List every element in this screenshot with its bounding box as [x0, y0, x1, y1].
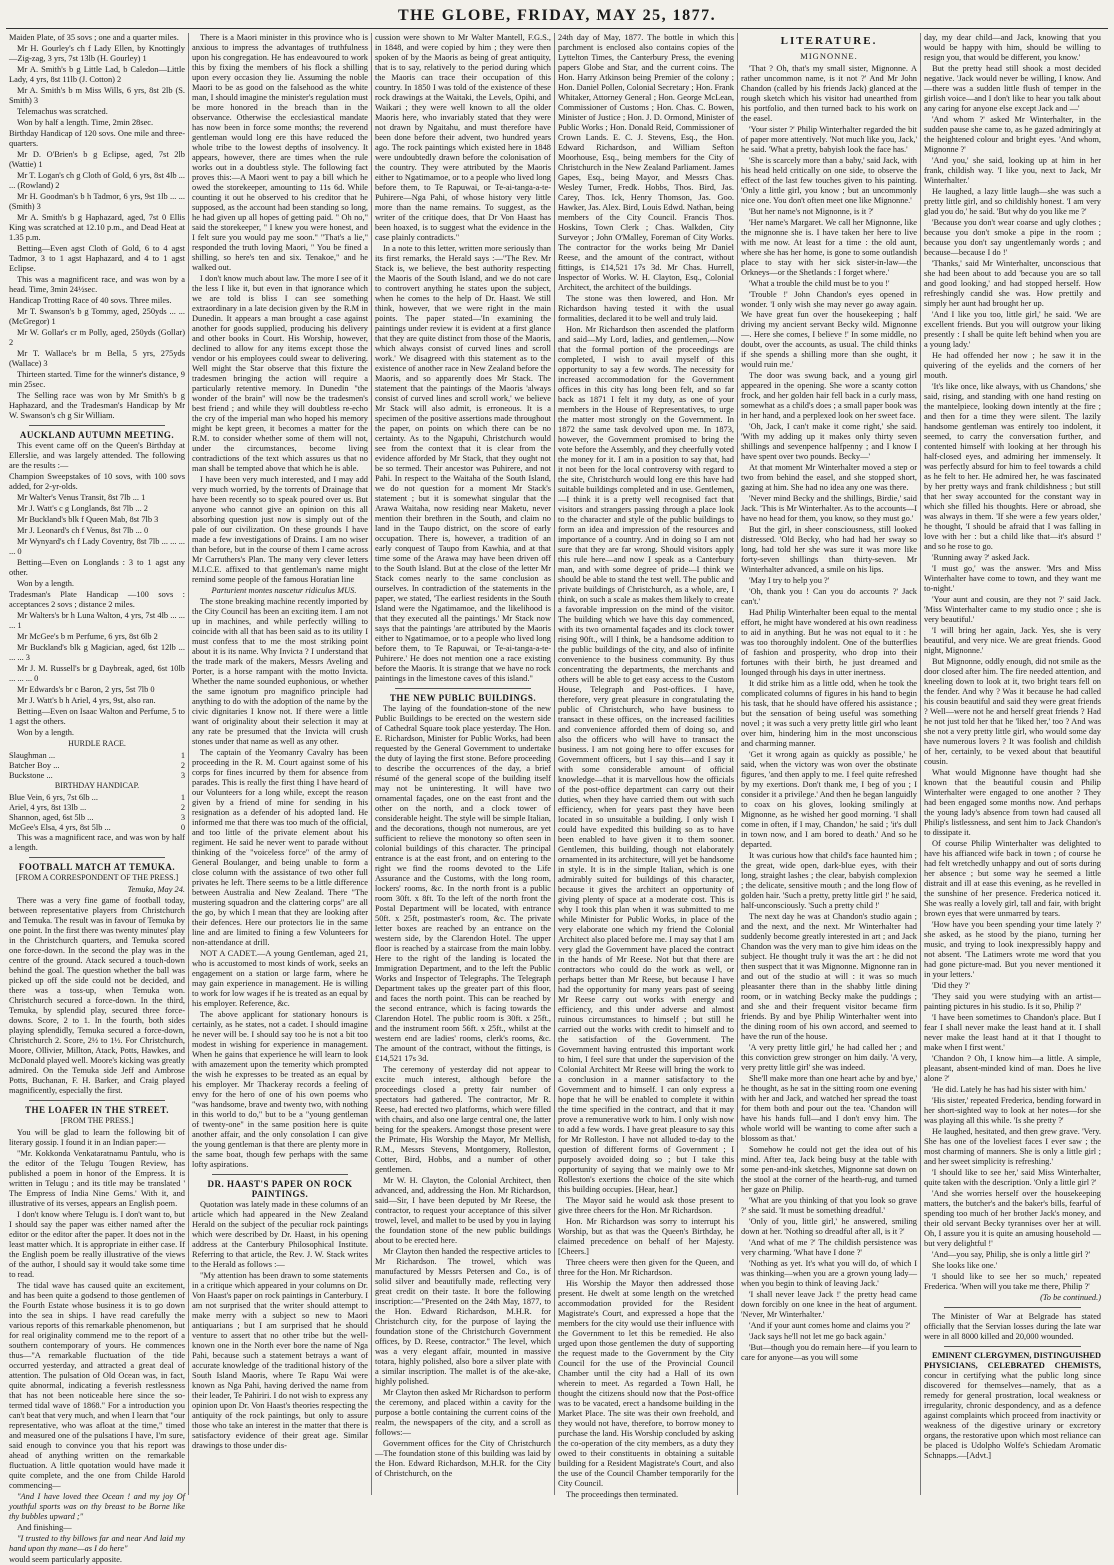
section-divider	[29, 1100, 165, 1101]
article-heading: FOOTBALL MATCH AT TEMUKA.	[18, 862, 176, 872]
story-paragraph: 'But—though you do remain here—if you learn to care for anyone—as you will some	[741, 1343, 917, 1362]
race-result: Mr Walter's Venus Transit, 8st 7lb ... 1	[17, 493, 146, 502]
article-source: [FROM THE PRESS.]	[60, 1116, 134, 1125]
story-paragraph: She looks like one.'	[932, 1261, 998, 1270]
section-divider	[29, 425, 165, 426]
race-heading: Maiden Plate, of 35 sovs ; one and a quarter miles.	[9, 33, 179, 42]
story-paragraph: 'And she worries herself over the housekeeping matters, the butcher's and the baker's bills, fearful of spending too much of her brother Jack's money, and their old servant Becky tyrannises over her at will. Oh, I assure you it is quite an amusing household —but very delightful !'	[924, 1189, 1101, 1248]
article-paragraph: The captain of the Yeomanry Cavalry has been proceeding in the R. M. Court against some of his corps for fines incurred by them for absence from parades. This is really the first thing I have heard of our Volunteers for a long while, except the reason given by a friend of mine for sending in his resignation as a defender of his adopted land. He informed me that there was too much of the official, and too little of the private element about his regiment. He said he never went to parade without thinking of the "voiceless force" of the army of General Boulanger, and being unable to form a close column with the assistance of two other full privates he left. There seems to be a little difference between Australia and New Zealand. There "The mustering squadron and the clattering corps" are all the go, by which I mean that they are looking after their defences. Here our protectors lie in the same line and are limited to fining a few Volunteers for non-attendance at drill.	[192, 748, 368, 947]
article-paragraph: And finishing—	[17, 1523, 72, 1532]
story-paragraph: 'Your aunt and cousin, are they not ?' said Jack. 'Miss Winterhalter came to my studio once ; she is very beautiful.'	[924, 595, 1101, 624]
story-paragraph: 'And I like you too, little girl,' he said. 'We are excellent friends. But you will outgrow your liking presently : I shall be quite left behind when you are a young lady.'	[924, 310, 1101, 349]
story-paragraph: 'I should like to see her,' said Miss Winterhalter, quite taken with the description. 'Only a little girl ?'	[924, 1168, 1101, 1187]
story-paragraph: He laughed, hesitated, and then grew grave. 'Very. She has one of the loveliest faces I ever saw ; the most charming of manners. She is only a little girl ; and her sweet simplicity is refreshing.'	[924, 1127, 1101, 1166]
article-paragraph: There was a very fine game of football today, between representative players from Christchurch and Temuka. The result was in favour of Temuka by one point. In the first there was twenty minutes' play in the Christchurch quarters, and Temuka scored one force-down. In the second the play was in the centre of the ground. Atack secured a touch-down behind the goal. The question whether the ball was picked up off the side could not be decided, and there was a toss-up, when Temuka won. Christchurch secured a force-down. In the third, Temuka, by splendid play, secured three force-downs. Score, 2 to 1. In the fourth, both sides playing splendidly, Temuka secured a force-down, Christchurch 2. Score, 2½ to 1½. For Christchurch, Moore, Ollivier, Millton, Atack, Potts, Hawkes, and McDonald played well. Moore's kicking was greatly admired. On the Temuka side Jeff and Ambrose Potts, Buchanan, F. H. Barker, and Craig played magnificently, especially the first.	[9, 896, 185, 1095]
column-1	[6, 33, 189, 1564]
article-paragraph: You will be glad to learn the following bit of literary gossip. I found it in an Indian paper:—	[9, 1128, 185, 1147]
race-result: Mr T. Wallace's br m Bella, 5 yrs, 275yds (Wallace) 3	[9, 349, 185, 368]
story-paragraph: 'Your sister ?' Philip Winterhalter regarded the bit of paper more attentively. 'Not much like you, Jack,' he said. 'What a pretty, babyish look the face has.'	[741, 125, 917, 154]
story-paragraph: 'What are you thinking of that you look so grave ?' she said. 'It must be something dreadful.'	[741, 1196, 917, 1215]
article-paragraph: The laying of the foundation-stone of the new Public Buildings to be erected on the western side of Cathedral Square took place yesterday. The Hon. E. Richardson, Minister for Public Works, had been requested by the General Government to undertake the duty of laying the first stone. Before proceeding to describe the occurrences of the day, a brief résumé of the general scope of the building itself may not be uninteresting. It will have two ornamental façades, one on the east front and the other on the north, and a clock tower of considerable height. The style will be simple Italian, and the decorations, though not numerous, are yet sufficient to relieve the monotony so often seen in colonial buildings of this character. The principal entrance is at the east front, and on entering to the right we find the rooms devoted to the Life Assurance and the Customs, with the long room, lockers' rooms, &c. In the north front is a public room 30ft. x 8ft. To the left of the north front the Postal Department will be located, with entrance 50ft. x 25ft, postmaster's room, &c. The private letter boxes are reached by an entrance on the western side, by the Clarendon Hotel. The upper floor is reached by a staircase from the main lobby. Here to the right of the landing is located the Immigration Department, and to the left the Public Works and Inspector of Telegraphs. The Telegraph Department takes up the greater part of this floor, and faces the north point. This can be reached by the second entrance, which is facing towards the Clarendon Hotel. The public room is 30ft. x 25ft., and the instrument room 56ft. x 25ft., whilst at the western end are ladies' rooms, clerk's rooms, &c. The amount of the contract, without the fittings, is £14,521 17s 3d.	[375, 704, 551, 1063]
newspaper-page	[6, 33, 1108, 1564]
race-result: Mr J. Watt's c g Longlands, 8st 7lb ... 2	[17, 504, 148, 513]
story-paragraph: 'And—you say, Philip, she is only a little girl ?'	[932, 1250, 1091, 1259]
article-paragraph: Quotation was lately made in these columns of an article which had appeared in the New Zealand Herald on the subject of the peculiar rock paintings which were described by Dr. Haast, in his opening address at the Canterbury Philosophical Institute. Referring to that article, the Rev. J. W. Stack writes to the Herald as follows :—	[192, 1200, 368, 1269]
result-row: McGee's Elsa, 4 yrs, 8st 5lb ... 0	[9, 823, 185, 832]
story-paragraph: 'Nothing as yet. It's what you will do, of which I was thinking—when you are a grown young lady—when you begin to think of leaving Jack.'	[741, 1259, 917, 1288]
story-paragraph: But the girl, in sheer consciousness, still looked distressed. 'Old Becky, who had had her sway so long, had told her she was sure it was more like forty-seven shillings than thirty-seven. Mr Winterhalter advanced, a smile on his lips.	[741, 525, 917, 574]
section-divider	[395, 688, 531, 689]
race-result: Mr W. Gollar's cr m Polly, aged, 250yds (Gollar) 2	[9, 328, 185, 347]
race-note: This was a magnificent race, and was won by half a length.	[9, 833, 185, 852]
race-result: Mr A. Smith's b g Haphazard, aged, 7st 0 Ellis King was scratched at 12.10 p.m., and Dead Heat at 1.35 p.m.	[9, 213, 185, 242]
verse-quote: "I trusted to thy billows far and near And laid my hand upon thy mane—as I do here"	[9, 1534, 185, 1553]
section-divider	[944, 1307, 1081, 1308]
result-row: Buckstone ... 3	[9, 771, 185, 780]
race-result: Mr J. Leonard's ch f Venus, 8st 7lb ... 0	[17, 526, 149, 535]
column-6	[921, 33, 1104, 1495]
race-note: Betting—Even agst Cloth of Gold, 6 to 4 agst Tadmor, 3 to 1 agst Haphazard, and 4 to 1 agst Eclipse.	[9, 244, 185, 273]
story-paragraph: day, my dear child—and Jack, knowing that you would be happy with him, should be willing to resign you, that would be different, you know.'	[924, 33, 1101, 62]
advertisement-quote: NOT A CADET.—A young Gentleman, aged 21, who is accustomed to most kinds of work, seeks an engagement on a station or large farm, where he may gain experience in management. He is willing to work for low wages if he is treated as an equal by his employer. Reference, &c.	[192, 949, 368, 1008]
race-note: Betting—Even on Longlands : 3 to 1 agst any other.	[9, 558, 185, 577]
story-paragraph: The next day he was at Chandon's studio again ; and the next, and the next. Mr Winterhalter had suddenly become greatly interested in art ; and Jack Chandon was the very man to give him ideas on the subject. He thought truly it was the art : he did not then suspect that it was Mignonne. Mignonne ran in and out of the studio at will : it was so much pleasanter there than in the shabby little dining room, or in watching Becky make the puddings ; and she and their frequent visitor became firm friends. By and bye Philip Winterhalter went into the dining room of his own accord, and seemed to have the run of the house.	[741, 912, 917, 1041]
story-paragraph: 'Running away ?' asked Jack.	[932, 553, 1030, 562]
race-heading: Tradesman's Plate Handicap —100 sovs : acceptances 2 sovs ; distance 2 miles.	[9, 590, 185, 609]
article-paragraph: The proceedings then terminated.	[566, 1490, 679, 1499]
story-title: MIGNONNE.	[800, 51, 858, 61]
race-result: Mr T. Swanson's b g Tommy, aged, 250yds ... ... (McGregor) 1	[9, 307, 185, 326]
section-heading-literature: LITERATURE.	[780, 35, 878, 47]
race-subheading: HURDLE RACE.	[68, 739, 126, 748]
column-3	[372, 33, 555, 1495]
article-heading: THE NEW PUBLIC BUILDINGS.	[389, 693, 537, 703]
story-paragraph: 'Only of you, little girl,' he answered, smiling down at her. 'Nothing so dreadful after all, is it ?'	[741, 1217, 917, 1236]
race-result: Mr Buckland's blk g Magician, aged, 6st 12lb ... ... ... 3	[9, 643, 185, 662]
race-result: Mr A. Smith's b m Miss Wills, 6 yrs, 8st 2lb (S. Smith) 3	[9, 86, 185, 105]
story-paragraph: Had Philip Winterhalter been equal to the mental effort, he might have wondered at his own readiness to aid in anything. But he was not equal to it : he was too thoroughly indolent. One of the butterflies of fashion and prosperity, who drop into their fortunes with their birth, he just dreamed and lounged through his days in utter inertness.	[741, 608, 917, 677]
story-paragraph: 'And whom ?' asked Mr Winterhalter, in the sudden pause she came to, as he gazed admiringly at the heightened colour and bright eyes. 'And whom, Mignonne ?'	[924, 115, 1101, 154]
story-paragraph: 'They said you were studying with an artist—painting pictures in his studio. Is it so, Philip ?'	[924, 992, 1101, 1011]
race-result: Mr A. Smith's b g Little Lad, b Caledon—Little Lady, 4 yrs, 8st 11lb (J. Cotton) 2	[9, 65, 185, 84]
story-paragraph: The door was swung back, and a young girl appeared in the opening. She wore a scanty cotton frock, and her golden hair fell back in a curly mass, somewhat as a child's does ; a small paper book was in her hand, and a perplexed look on her sweet face.	[741, 371, 917, 420]
story-paragraph: He had offended her now ; he saw it in the quivering of the eyelids and the corners of her mouth.	[924, 351, 1101, 380]
section-divider	[29, 857, 165, 858]
race-note: Won by half a length. Time, 2min 28sec.	[17, 118, 154, 127]
masthead	[0, 0, 1114, 26]
story-paragraph: 'I must go,' was the answer. 'Mrs and Miss Winterhalter have come to town, and they want me to-night.'	[924, 564, 1101, 593]
advertisement-body: concur in certifying what the public long since discovered for themselves—namely, that as a remedy for general prostration, local weakness or irregularity, chronic despondency, and as a defence against complaints which proceed from inactivity or weakness of the digestive urinary or excretory organs, the restorative upon which most reliance can be placed is Udolpho Wolfe's Schiedam Aromatic Schnapps.—[Advt.]	[924, 1371, 1101, 1460]
verse-quote: "And I have loved thee Ocean ! and my joy Of youthful sports was on thy breast to be Borne like thy bubbles upward ;"	[9, 1492, 185, 1521]
article-paragraph: "Mr. Kokkonda Venkataratnamu Pantulu, who is the editor of the Telugu Tougen Review, has published a poem in honor of the Empress. It is written in Telugu ; and its title may be translated ' The Empress of India Nine Gems.' With it, and illustrative of its verses, appears an English poem.	[9, 1149, 185, 1208]
article-paragraph: The above applicant for stationary honours is certainly, as he states, not a cadet. I should imagine he never will be. I should say too he is not a bit too modest in wishing for experience in management. When he gains that experience he will learn to look with amazement upon the temerity which prompted the wish he expresses to be treated as an equal by his employer. Mr Thackeray records a feeling of envy for the hero of one of his own poems who "was handsome, brave and twenty two, with nothing in this world to do," but to be a "young gentleman of twenty-one" in the same position here is quite another affair, and the only consolation I can give the young gentleman is that there are plenty more in the same boat, though few perhaps with the same lofty aspirations.	[192, 1010, 368, 1169]
race-note: The Selling race was won by Mr Smith's b g Haphazard, and the Tradesman's Handicap by Mr W. Swanson's ch g Sir William.	[9, 391, 185, 420]
race-result: Mr Edwards's br c Baron, 2 yrs, 5st 7lb 0	[17, 685, 155, 694]
race-subheading: BIRTHDAY HANDICAP.	[54, 781, 140, 790]
story-paragraph: 'And if your aunt comes home and claims you ?'	[749, 1321, 911, 1330]
story-paragraph: At that moment Mr Winterhalter moved a step or two from behind the easel, and she stopped short, gazing at him. She had no idea any one was there.	[741, 463, 917, 492]
article-paragraph: The stone breaking machine recently imported by the City Council has been an exciting item. I am not up in machines, and while perfectly willing to coincide with all that has been said as to its utility I must confess that to me the most striking point about it is its name. Why Invicta ? I understand that the trade mark of the makers, Messrs Aveling and Porter, is a horse rampant with the motto Invicta. Whether the name sounded euphonious, or whether the same ignotum pro magnifico principle had anything to do with the adoption of the name by the civic dignitaries I know not. If there were a little want of originality about their selection it may at any rate be presumed that the Invicta will crush stones under that name as well as any other.	[192, 597, 368, 746]
article-paragraph: The stone was then lowered, and Hon. Mr Richardson having tested it with the usual formalities, declared it to be well and truly laid.	[558, 294, 734, 323]
story-paragraph: 'I will bring her again, Jack. Yes, she is very beautiful, and very nice. We are great friends. Good night, Mignonne.'	[924, 626, 1101, 655]
race-result: Mr J. Watt's b h Ariel, 4 yrs, 9st, also ran.	[17, 696, 156, 705]
story-paragraph: It was curious how that child's face haunted him ; the great, wide open, dark-blue eyes, with their long, straight lashes ; the clear, babyish complexion ; the delicate, sensitive mouth ; and the long flow of golden hair. 'Such a pretty, pretty little girl !' he said, half-unconsciously. 'Such a pretty child !'	[741, 851, 917, 910]
article-heading: DR. HAAST'S PAPER ON ROCK PAINTINGS.	[207, 1179, 353, 1199]
story-paragraph: 'I should like to see her so much,' repeated Frederica. 'When will you take me there, Philip ?'	[924, 1272, 1101, 1291]
race-result: Mr D. O'Brien's b g Eclipse, aged, 7st 2lb (Wattie) 1	[9, 150, 185, 169]
masthead-rule	[6, 28, 1108, 29]
story-paragraph: 'Her name's Margaret. We call her Mignonne, like the mignonne she is. I have taken her here to live with me now. At least for a time : the old aunt, where she has her home, is gone to some outlandish place to stay with her sick sister-in-law—the Orkneys—or the Shetlands : I forget where.'	[741, 218, 917, 277]
result-row: Slaughman ... 1	[9, 751, 185, 760]
story-paragraph: Of course Philip Winterhalter was delighted to have his affianced wife back in town ; of course he had felt wretchedly unhappy and out of sorts during her absence ; but some way he seemed a little distrait and ill at ease this evening, as he revelled in the sunshine of her presence. Frederica noticed it. She was really a lovely girl, tall and fair, with bright brown eyes that were unmarred by tears.	[924, 839, 1101, 918]
result-row: Blue Vein, 6 yrs, 7st 6lb ... 1	[9, 793, 185, 802]
advertisement	[924, 1351, 1101, 1461]
article-paragraph: Mr W. H. Clayton, the Colonial Architect, then advanced, and, addressing the Hon. Mr Richardson, said—Sir, I have been deputed by Mr Reese, the contractor, to request your acceptance of this silver trowel, level, and mallet to be used by you in laying the foundation stone of the new public buildings about to be erected here.	[375, 1176, 551, 1245]
story-paragraph: 'I shall never leave Jack !' the pretty head came down forcibly on one knee in the heat of argument. 'Never, Mr Winterhalter.'	[741, 1290, 917, 1319]
story-paragraph: 'Oh, Jack, I can't make it come right,' she said. 'With my adding up it makes only thirty seven shillings and sevenpence halfpenny ; and I know I have spent over two pounds. Becky—'	[741, 422, 917, 461]
to-be-continued: (To be continued.)	[1040, 1293, 1101, 1302]
column-4	[555, 33, 738, 1499]
story-paragraph: 'Did they ?'	[932, 981, 970, 990]
article-paragraph: This event came off on the Queen's Birthday at Ellerslie, and was largely attended. The following are the results :—	[9, 441, 185, 470]
article-paragraph: In a note to this letter, written more seriously than its first remarks, the Herald says :—"The Rev. Mr Stack is, we believe, the best authority respecting the Maoris of the South Island, and we do not care to controvert anything he states upon the subject, when he comes to the help of Dr. Haast. We still think, however, that we were right in the main points. The paper stated—'In examining the paintings under review it is evident at a first glance that they are quite distinct from those of the Maoris, which always consist of curved lines and scroll work.' We disagreed with this statement as to the existence of another race in New Zealand before the Maoris, and so apparently does Mr Stack. The statement that the paintings of the Maoris 'always consist of curved lines and scroll work,' we believe Mr Stack will also admit, is erroneous. It is a specimen of the positive assertions made throughout the paper, on points on which there can be no certainty. As to the Ngapuhi, Christchurch would see from the context that it is clear from the evidence afforded by Mr Stack, that they ought not be so termed. Their ancestor was Puhirere, and not Pahi. In respect to the Waitaha of the South Island, we do not question for a moment Mr Stack's statement ; but it is somewhat singular that the Arawa Waitaha, now residing near Maketu, never mention their brethren in the South, and claim no land in the Taupo district, on the score of early occupation. There is, however, a tradition of an early conquest of Taupo from Kawhia, and at that time some of the Arawa may have been driven off to the South Island. But at the close of the letter Mr Stack comes nearly to the same conclusion as ourselves. In contradiction of the statements in the paper, we stated, 'The earliest residents in the South Island were the Ngatimamoe, and the likelihood is that they executed all the paintings.' Mr Stack now says that the paintings 'are attributed by the Maoris either to Ngatimamoe, or to a people who lived long before them, to Te Rapuwai, or Te-ai-tanga-a-te-Puhirere.' He does not mention one a race existing before the Maoris. It is strange that we have no rock paintings in the limestone caves of this island."	[375, 244, 551, 683]
story-paragraph: 'His sister,' repeated Frederica, bending forward in her short-sighted way to look at her notes—for she was playing all this while. 'Is she pretty ?'	[924, 1096, 1101, 1125]
story-paragraph: 'But her name's not Mignonne, is it ?'	[749, 207, 874, 216]
race-note: Won by a length.	[17, 579, 75, 588]
story-paragraph: It did strike him as a little odd, when he took the complicated columns of figures in his hand to begin his task, that he should have offered his assistance ; but the sensation of being useful was something novel ; it was such a very pretty little girl who leant over him, hindering him in the most unconscious and charming manner.	[741, 679, 917, 748]
article-paragraph: Mr Clayton then handed the respective articles to Mr Richardson. The trowel, which was manufactured by Messrs Petersen and Co., is of solid silver and beautifully made, reflecting very great credit on their taste. It bore the following inscription:—"Presented on the 24th May, 1877, to the Hon. Edward Richardson, M.H.R. for Christchurch city, for the purpose of laying the foundation stone of the Christchurch Government offices, by D. Reese, contractor." The level, which was a very elegant affair, mounted in massive totara, highly polished, also bore a silver plate with a similar inscription. The mallet is of the ake-ake, highly polished.	[375, 1247, 551, 1386]
article-paragraph: Mr Clayton then asked Mr Richardson to perform the ceremony, and placed within a cavity for the purpose a bottle containing the current coins of the realm, the newspapers of the city, and a scroll as follows:—	[375, 1388, 551, 1437]
article-paragraph: Hon. Mr Richardson then ascended the platform and said—My Lord, ladies, and gentlemen,—Now that the formal portion of the proceedings are completed, I wish to avail myself of this opportunity to say a few words. The necessity for increased accommodation for the Government offices in this city has long been felt, and so far back as 1871 I felt it my duty, as one of your members in the House of Representatives, to urge the matter most strongly on the Government. In 1872 the same task devolved upon me. In 1873, however, the Government promised to bring the vote before the Assembly, and they cheerfully voted the money for it. I am in a position to say that, had it not been for the local controversy with regard to the site, Christchurch would long ere this have had suitable buildings completed and in use. Gentlemen,—I think it is a pretty well recognised fact that visitors and strangers passing through a place look to the character and style of the public buildings to form an idea and impression of the resources and importance of a country. And in doing so I am not sure that they are far wrong. Should visitors apply this rule here—and now I speak as a Canterbury man, and with some degree of pride—I think we should be able to stand the test well. The public and private buildings of Christchurch, as a whole, are, I think, on such a scale as makes them likely to create a favorable impression on the mind of the visitor. The building which we have this day commenced, with its two ornamental façades and its clock tower rising 90ft., will I think, be a handsome addition to the public buildings of the city, and also of infinite convenience to the business community. By thus concentrating the departments, the merchants and others will be able to get easy access to the Custom House, Telegraph and Post-offices. I have, therefore, very great pleasure in congratulating the public of Christchurch, who have business to transact in these offices, on the increased facilities and convenience afforded them of doing so, and also the officers who will have to transact the business. I am not going here to offer excuses for Government officers, but I say this—and I say it with some considerable amount of official knowledge—that it is marvellous how the officials of the post-office department can carry out their duties, when they have carried them out with such efficiency, when for years past they have been located in so unsuitable a building. I only wish I could have expedited this building so as to have been enabled to have given it to them sooner. Gentlemen, this building, though not elaborately ornamented in its architecture, will yet be handsome in style. It is in the simple Italian, which is one admirably suited for buildings of this character, because it gives the architect an opportunity of giving plenty of space at a moderate cost. This is why I took this plan when it was submitted to me while Minister for Public Works, in place of the very elaborate one which my friend the Colonial Architect also placed before me. I may say that I am very glad the Government have placed the contract in the hands of Mr Reese. Not but that there are contractors who could do the work as well, or perhaps better than Mr Reese, but because I have had the opportunity for many years past of seeing Mr Reese carry out works with energy and efficiency, and this under adverse and almost ruinous circumstances to himself ; but still he carried out the works with credit to himself and to the satisfaction of the Government. The Government having entrusted this important work to him, I feel sure that under the supervision of the Colonial Architect Mr Reese will bring the work to a conclusion in a manner satisfactory to the Government and to himself. I can only express a hope that he will be enabled to complete it within the time specified in the contract, and that it may prove a remunerative work to him. I only wish now to add a few words. I have great pleasure to say this for Mr Rolleston. I have not alluded to-day to the question of different forms of Government ; I purposely avoided doing so ; but I take this opportunity of saying that we mainly owe to Mr Rolleston's exertions the choice of the site which this building occupies. [Hear, hear.]	[558, 325, 734, 1194]
story-paragraph: 'She is scarcely more than a baby,' said Jack, with his head held critically on one side, to observe the effect of the last few touches given to his painting. 'Only a little girl, you know ; but an uncommonly nice one. You don't often meet one like Mignonne.'	[741, 156, 917, 205]
result-row: Shannon, aged, 6st 5lb ... 3	[9, 813, 185, 822]
story-paragraph: 'And what of me ?' The childish persistence was very charming. 'What have I done ?'	[741, 1238, 917, 1257]
race-result: Mr T. Logan's ch g Cloth of Gold, 6 yrs, 8st 4lb ... ... (Rowland) 2	[9, 171, 185, 190]
story-paragraph: 'How have you been spending your time lately ?' she asked, as he stood by the piano, turning her music, and trying to look inexpressibly happy and not absent. 'The Latimers wrote me word that you had gone picture-mad. But you never mentioned it in your letters.'	[924, 920, 1101, 979]
advertisement-heading: EMINENT CLERGYMEN, DISTINGUISHED PHYSICIANS, CELEBRATED CHEMISTS,	[924, 1351, 1102, 1370]
story-paragraph: 'And you,' she said, looking up at him in her frank, childish way. 'I like you, next to Jack, Mr Winterhalter.'	[924, 156, 1101, 185]
story-paragraph: 'Because you don't wear coarse and ugly clothes ; because you don't smoke a pipe in the room ; because you don't say ungentlemanly words ; and because—because I do !'	[924, 218, 1101, 257]
story-paragraph: 'That ? Oh, that's my small sister, Mignonne. A rather uncommon name, is it not ?' And Mr John Chandon (called by his friends Jack) glanced at the rough sketch which his visitor had unearthed from his portfolio, and then turned back to his work on the easel.	[741, 64, 917, 123]
story-paragraph: 'Thanks,' said Mr Winterhalter, unconscious that she had been about to add 'because you are so tall and good looking,' and had stopped herself. How refreshingly candid she was. How prettily and simply her aunt had brought her up.	[924, 259, 1101, 308]
race-heading: Handicap Trotting Race of 40 sovs. Three miles.	[9, 296, 172, 305]
story-paragraph: She'll make more than one heart ache by and bye,' he thought, as he sat in the sitting room one evening with her and Jack, and watched her spread the toast for them both and pour out the tea. 'Chandon will have his hands full—and I don't envy him. The whole world will be wanting to come after such a blossom as that.'	[741, 1074, 917, 1143]
result-row: Batcher Boy ... 2	[9, 761, 185, 770]
article-paragraph: The tidal wave has caused quite an excitement, and has been quite a godsend to those gentlemen of the Fourth Estate whose business it is to go down into the sea in ships. I have read carefully the various reports of this remarkable phenomenon, but for real originality commend me to the report of a southern contemporary of yours. He commences thus—"A remarkable fluctuation of the tide occurred yesterday, and attracted a great deal of attention. The pulsation of Old Ocean was, in fact, quite abnormal, indicating a feverish restlessness that has not been noticeable here since the so-termed tidal wave of 1868." For a introduction you can't beat that very much, and when I learn that "our representative, who was afloat at the time," timed and measured one of the pulsations I have, I'm sure, said enough to convince you that his report was ahead of anything written on the remarkable fluctuation. A little quotation would have made it quite complete, and the one from Childe Harold commencing—	[9, 1281, 185, 1490]
article-heading: THE LOAFER IN THE STREET.	[25, 1105, 169, 1115]
race-result: Mr H. Gourley's ch f Lady Ellen, by Knottingly—Zig-zag, 3 yrs, 7st 13lb (H. Gourley) 1	[9, 44, 185, 63]
story-paragraph: 'Trouble !' John Chandon's eyes opened in wonder. 'I only wish she may never go away again. We have great fun over the housekeeping ; half driving my ancient servant Becky wild. Mignonne—. Here she comes, I believe !' In some middle, no doubt, over the accounts, as usual. The child thinks if she spends a shilling more than she ought, it would ruin me.'	[741, 290, 917, 369]
article-paragraph: The Mayor said he would ask those present to give three cheers for the Hon. Mr Richardson.	[558, 1196, 734, 1215]
article-paragraph: would seem particularly apposite.	[9, 1555, 123, 1564]
story-paragraph: 'Oh, thank you ! Can you do accounts ?' Jack can't.'	[741, 587, 917, 606]
story-paragraph: But Mignonne, oddly enough, did not smile as the door closed after him. The fire needed attention, and kneeling down to look at it, two bright tears fell on the fender. And why ? Was it because he had called his cousin beautiful and said they were great friends ? Well—were not he and herself great friends ? Had he not just told her that he 'liked her,' too ? And was she not a very pretty little girl, who would some day have numerous lovers ? It was foolish and childish of her, certainly, to be vexed about that beautiful cousin.	[924, 657, 1101, 766]
news-brief: The Minister of War at Belgrade has stated officially that the Servian losses during the late war were in all 8000 killed and 20,000 wounded.	[924, 1312, 1101, 1341]
article-paragraph: Government offices for the City of Christchurch—The foundation stone of this building was laid by the Hon. Edward Richardson, M.H.R. for the City of Christchurch, on the	[375, 1439, 551, 1478]
section-divider	[944, 1346, 1081, 1347]
newspaper-title: THE GLOBE, FRIDAY, MAY 25, 1877.	[397, 7, 717, 24]
article-paragraph: 24th day of May, 1877. The bottle in which this parchment is enclosed also contains copies of the Lyttelton Times, the Canterbury Press, the evening papers Globe and Star, and the current coins. The Hon. Harry Atkinson being Premier of the colony ; Hon. Daniel Pollen, Colonial Secretary ; Hon. Frank Whitaker, Attorney General ; Hon. George McLean, Commissioner of Customs ; Hon. Chas. C. Bowen, Minister of Justice ; Hon. J. D. Ormond, Minister of Public Works ; Hon. Donald Reid, Commissioner of Crown Lands. E. C. J. Stevens, Esq., the Hon. Edward Richardson, and William Sefton Moorhouse, Esq., being members for the City of Christchurch in the New Zealand Parliament. James Gapes, Esq., being Mayor, and Messrs Chas. Wesley Turner, Fredk. Hobbs, Thos. Bird, Jas. Carey, Thos. Ick, Henry Thomson, Jas. Goo. Hawker, Jas. Alex. Bird, Louis Edwd. Nathan, being members of the City Council. Francis Thos. Hoskins, Town Clerk ; Chas. Walkden, City Surveyor ; John O'Malley, Foreman of City Works. The contractor for the works being Mr Daniel Reese, and the amount of the contract, without fittings, is £14,521 17s 3d. Mr Chas. Hurrell, Inspector of Works. W. H. Clayton, Esq., Colonial Architect, the architect of the buildings.	[558, 33, 734, 292]
race-result: Mr Walters's br h Luna Walton, 4 yrs, 7st 4lb ... ... ... 1	[9, 611, 185, 630]
race-result: Mr McGee's b m Perfume, 6 yrs, 8st 6lb 2	[17, 632, 158, 641]
result-row: Ariel, 4 yrs, 8st 13lb ... 2	[9, 803, 185, 812]
story-paragraph: 'Chandon ? Oh, I know him—a little. A simple, pleasant, absent-minded kind of man. Does he live alone ?'	[924, 1054, 1101, 1083]
article-paragraph: Three cheers were then given for the Queen, and three for the Hon. Mr Richardson.	[558, 1258, 734, 1277]
latin-quote: Parturient montes nascetur ridiculus MUS.	[211, 586, 357, 595]
article-paragraph: I have been very much interested, and I may add very much worried, by the torrents of Drainage that have been recently so to speak poured over us. But anyone who cannot give an opinion on this all absorbing question just now is simply out of the pale of our civilization. On these grounds I have made a few investigations of Drains. I am no wiser than before, but in the course of them I came across Mr Carruthers's Plan. The many very clever letters M.I.C.E. affixed to that gentleman's name might remind some people of the famous Horatian line	[192, 475, 368, 584]
race-result: Mr Wynyard's ch f Lady Coventry, 8st 7lb ... ... ... ... 0	[9, 537, 185, 556]
article-paragraph: cussion were shown to Mr Walter Mantell, F.G.S., in 1848, and were copied by him ; they were then spoken of by the Maoris as being of great antiquity, that is to say, relatively to the period during which the Maoris can trace their occupation of this country. In 1850 I was told of the existence of these rock drawings at the Waitaki, the Levels, Opihi, and Waikari ; they were well known to all the older Maoris here, who invariably stated that they were not drawn by Ngaitahu, and must therefore have been done before their advent, two hundred years ago. The rock paintings which existed here in 1848 were undoubtedly drawn before the colonisation of the country. They were attributed by the Maoris either to Ngatimamoe, or to a people who lived long before them, to Te Rapuwai, or Te-ai-tanga-a-te-Puhirere—Nga Pahi, of whose history very little more than the name remains. To suggest, as the writer of the critique does, that Dr Von Haast has been hoaxed, is to suggest what the evidence in the case plainly contradicts."	[375, 33, 551, 242]
story-paragraph: But the pretty head still shook a most decided negative. 'Jack would never be willing, I know. And—there was a sudden little flush of temper in the girlish voice—and I don't like to hear you talk about any caring for anyone else except Jack and —'	[924, 64, 1101, 113]
story-paragraph: What would Mignonne have thought had she known that the beautiful cousin and Philip Winterhalter were engaged to one another ? They had been engaged some months now. And perhaps the young lady's absence from town had caused all Philip's listlessness, and sent him to Jack Chandon's to dissipate it.	[924, 768, 1101, 837]
article-heading: AUCKLAND AUTUMN MEETING.	[19, 430, 175, 440]
section-divider	[212, 1174, 348, 1175]
story-paragraph: 'A very pretty little girl,' he had called her ; and this conviction grew stronger on him daily. 'A very, very pretty little girl' she was indeed.	[741, 1043, 917, 1072]
article-paragraph: "My attention has been drawn to some statements in a critique which appeared in your columns on Dr. Von Haast's paper on rock paintings in Canterbury. I am not surprised that the writer should attempt to make merry with a subject so new to Maori antiquarians ; but I am surprised that he should venture to assert that no other tribe but the well-known one in the North ever bore the name of Nga Pahi, because such a statement betrays a want of accurate knowledge of the traditional history of the South Island Maoris, where Te Rapu Wai were known as Nga Pahi, having derived the name from their leader, Te Pahiriri. I do not wish to express any opinion upon Dr. Von Haast's theories respecting the antiquity of the rock paintings, but only to assure those who take an interest in the matter that there is satisfactory evidence of their great age. Similar drawings to those under dis-	[192, 1271, 368, 1450]
race-note: Telemachus was scratched.	[17, 107, 108, 116]
story-paragraph: 'Never mind Becky and the shillings, Birdie,' said Jack. 'This is Mr Winterhalter. As to the accounts—I have no head for them, you know, so they must go.'	[741, 494, 917, 523]
dateline: Temuka, May 24.	[127, 885, 185, 894]
heading-rule	[804, 48, 854, 49]
article-paragraph: I don't know where Telugu is. I don't want to, but I should say the paper was either named after the editor or the editor after the paper. It does not in the least matter which. It is appropriate in either case. If the English poem be really illustrative of the views of the author, I should say it would take some time to read.	[9, 1210, 185, 1279]
story-paragraph: Somehow he could not get the idea out of his mind. After tea, Jack being busy at the table with some pen-and-ink sketches, Mignonne sat down on the stool at the corner of the hearth-rug, and turned her gaze on Philip.	[741, 1145, 917, 1194]
story-paragraph: He laughed, a lazy little laugh—she was such a pretty little girl, and so childishly honest. 'I am very glad you do,' he said. 'But why do you like me ?'	[924, 187, 1101, 216]
story-paragraph: 'He did. Lately he has had his sister with him.'	[932, 1085, 1087, 1094]
race-note: This was a magnificent race, and was won by a head. Time, 3min 24½sec.	[9, 275, 185, 294]
race-result: Mr J. M. Russell's br g Daybreak, aged, 6st 10lb ... ... ... 0	[9, 664, 185, 683]
race-result: Mr H. Goodman's b h Tadmor, 6 yrs, 9st 1lb ... ... (Smith) 3	[9, 192, 185, 211]
race-note: Thirteen started. Time for the winner's distance, 9 min 25sec.	[9, 370, 185, 389]
race-note: Won by a length.	[17, 728, 75, 737]
story-paragraph: 'What a trouble the child must be to you !'	[749, 279, 890, 288]
article-paragraph: There is a Maori minister in this province who is anxious to impress the advantages of truthfulness upon his congregation. He has endeavoured to work this by fixing the members of his flock a shilling upon every occasion they lie. Assuming the noble Maori to be as good on the falsehood as the white man, I should imagine the minister's regulation must be more honored in the breach than in the observance. Otherwise the ecclesiastical mandate has now been in force some months; the reverend gentleman would long ere this have reduced the whole tribe to the lowest depths of insolvency. It appears, however, there are times when the rule works out in a doubtless style. The following fact proves this:—A Maori went to pay a bill which he owed the storekeeper, amounting to 11s 6d. While counting it out he observed to his creditor that he supposed, as the account had been standing so long, he had given up all hopes of getting paid. " Oh no," said the storekeeper, " I knew you were honest, and I felt sure you would pay me soon." "That's a lie," responded the truth loving Maori, " You be fined a shilling, so here's ten and six. Tenakoe," and he walked out.	[192, 33, 368, 272]
article-paragraph: I don't know much about law. The more I see of it the less I like it, but even in that ignorance which we are told is bliss I can see something extraordinary in a late decision given by the R.M in Dunedin. It appears a man brought a case against another for goods supplied, producing his delivery and other books in Court. His Worship, however, declined to allow for any items except those the vendor or his employees could swear to delivering. Well might the Star observe that this fixture the tradesmen bringing the action will require a particularly retentive memory. In Dunedin "the wonder of the brain" will now be the tradesmen's best friend ; and while they will doubtless re-echo the cry of the imperial man who hoped his memory might be kept green, it becomes a matter for the R.M. to consider whether some of them will not, under the circumstances, become living contradictions of the text which assures us that no man shall be tempted above that which he is able.	[192, 274, 368, 473]
article-paragraph: Hon. Mr Richardson was sorry to interrupt his Worship, but as that was the Queen's Birthday, he claimed precedence on behalf of her Majesty. [Cheers.]	[558, 1217, 734, 1256]
column-2	[189, 33, 372, 1495]
race-note: Betting—Even on Isaac Walton and Perfume, 5 to 1 agst the others.	[9, 707, 185, 726]
race-heading: Birthday Handicap of 120 sovs. One mile and three-quarters.	[9, 129, 185, 148]
column-5	[738, 33, 921, 1495]
race-result: Mr Buckland's blk f Queen Mab, 8st 7lb 3	[17, 515, 159, 524]
story-paragraph: 'Get it wrong again as quickly as possible,' he said, when the victory was won over the obstinate figures, 'and then apply to me. I feel quite refreshed by my exertions. Don't thank me, I beg of you ; I consider it a privilege.' And then he began languidly to coax on his gloves, looking smilingly at Mignonne, as he wished her good morning. 'I shall come in often, if I may, Chandon,' he said ; 'it's dull in town now, and I am bored to death.' And so he departed.	[741, 750, 917, 849]
article-source: [FROM A CORRESPONDENT OF THE PRESS.]	[15, 873, 179, 882]
story-paragraph: 'It's like once, like always, with us Chandons,' she said, rising, and standing with one hand resting on the mantelpiece, looking down intently at the fire ; and then for a time they were silent. The lazily handsome gentleman was entirely too indolent, it seemed, to carry the conversation further, and contented himself with looking at her through his half-closed eyes, and admiring her immensely. It was perfectly absurd for him to feel towards a child as he felt to her. He admired her, he was fascinated by her pretty ways and frank childishness ; but still that her sway accounted for the constant way in which she filled his thoughts. Here or abroad, she was always in them. 'If she were a few years older,' he thought, 'I should be afraid that I was falling in love with her : but a child like that—it's absurd !' and so he rose to go.	[924, 382, 1101, 551]
story-paragraph: 'May I try to help you ?'	[749, 576, 830, 585]
article-paragraph: His Worship the Mayor then addressed those present. He dwelt at some length on the wretched accommodation provided for the Resident Magistrate's Court, and expressed a hope that the members for the city would use their influence with the Government to let this be remedied. He also urged upon those gentlemen the duty of supporting the request made to the Government by the City Council for the use of the Provincial Council Chamber until the city had a Hall of its own wherein to meet. As regarded a Town Hall, he thought the citizens should now that the Post-office was to be vacated, erect a handsome building in the Market Place. The site was their own freehold, and they would not have, therefore, to borrow money to purchase the land. His Worship concluded by asking the co-operation of the city members, as a duty they owed to their constituents in obtaining a suitable building for a Resident Magistrate's Court, and also the use of the Council Chamber temporarily for the City Council.	[558, 1279, 734, 1488]
article-paragraph: The ceremony of yesterday did not appear to excite much interest, although before the proceedings closed a pretty fair number of spectators had gathered. The contractor, Mr R. Reese, had erected two platforms, which were filled with chairs, and also one large central one, the latter being for the speakers. Amongst those present were the Primate, His Worship the Mayor, Mr Mellish, R.M., Messrs Stevens, Montgomery, Rolleston, Cotter, Bird, Hobbs, and a number of other gentlemen.	[375, 1065, 551, 1174]
story-paragraph: 'Jack says he'll not let me go back again.'	[749, 1332, 886, 1341]
race-heading: Champion Sweepstakes of 10 sovs, with 100 sovs added, for 2-yr-olds.	[9, 472, 185, 491]
story-paragraph: 'I have been sometimes to Chandon's place. But I fear I shall never make the least hand at it. I shall never make the least hand at it that I thought to make when I first went.'	[924, 1013, 1101, 1052]
